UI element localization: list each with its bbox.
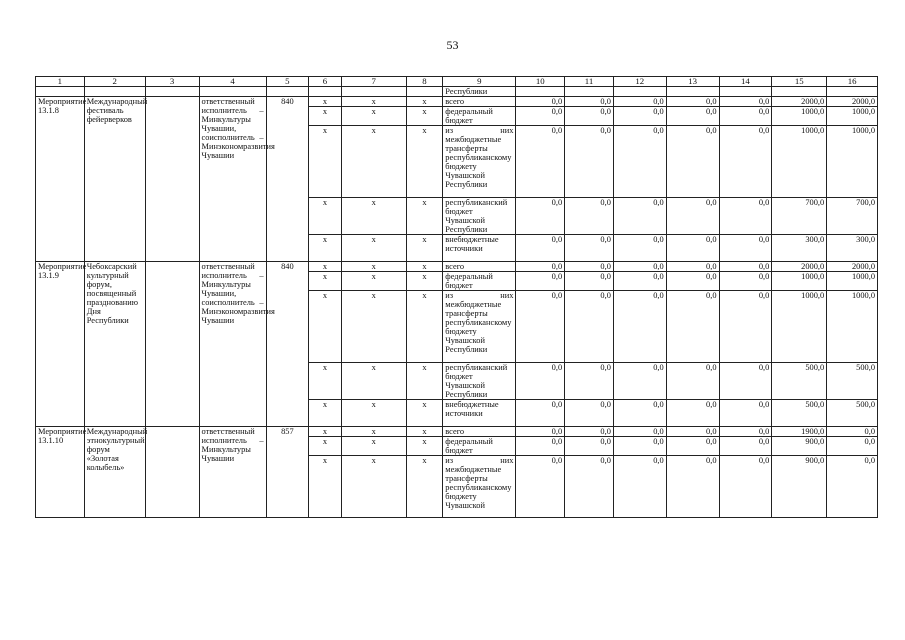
empty-cell [199, 87, 266, 97]
column-header: 4 [199, 77, 266, 87]
funding-source: из них межбюджетные трансферты республиканскому бюджету Чувашской [443, 456, 516, 518]
col8-cell: х [406, 198, 443, 235]
column-header: 3 [145, 77, 199, 87]
col8-cell: х [406, 126, 443, 198]
col8-cell: х [406, 107, 443, 126]
column-header: 14 [719, 77, 772, 87]
col6-cell: х [309, 291, 342, 363]
col8-cell: х [406, 97, 443, 107]
column-3-cell [145, 262, 199, 427]
amount-cell: 2000,0 [772, 262, 827, 272]
amount-cell: 2000,0 [827, 97, 878, 107]
amount-cell: 500,0 [772, 400, 827, 427]
amount-cell: 1000,0 [827, 126, 878, 198]
funding-source: внебюджетные источники [443, 235, 516, 262]
empty-cell [309, 87, 342, 97]
amount-cell: 0,0 [666, 198, 719, 235]
empty-cell [516, 87, 565, 97]
col7-cell: х [341, 262, 406, 272]
amount-cell: 0,0 [516, 235, 565, 262]
amount-cell: 300,0 [827, 235, 878, 262]
amount-cell: 0,0 [613, 198, 666, 235]
amount-cell: 0,0 [565, 235, 614, 262]
column-header: 13 [666, 77, 719, 87]
amount-cell: 0,0 [516, 126, 565, 198]
amount-cell: 0,0 [565, 363, 614, 400]
amount-cell: 0,0 [613, 437, 666, 456]
amount-cell: 0,0 [719, 400, 772, 427]
amount-cell: 0,0 [666, 262, 719, 272]
amount-cell: 0,0 [516, 427, 565, 437]
event-code: Мероприятие 13.1.8 [36, 97, 85, 262]
empty-cell [266, 87, 309, 97]
amount-cell: 0,0 [565, 437, 614, 456]
col6-cell: х [309, 262, 342, 272]
column-header: 2 [84, 77, 145, 87]
amount-cell: 0,0 [719, 198, 772, 235]
col7-cell: х [341, 126, 406, 198]
amount-cell: 0,0 [516, 400, 565, 427]
col7-cell: х [341, 198, 406, 235]
amount-cell: 500,0 [772, 363, 827, 400]
funding-source: федеральный бюджет [443, 437, 516, 456]
amount-cell: 0,0 [565, 126, 614, 198]
event-name: Чебоксарский культурный форум, посвященный празднованию Дня Республики [84, 262, 145, 427]
column-header: 15 [772, 77, 827, 87]
amount-cell: 0,0 [666, 437, 719, 456]
amount-cell: 0,0 [666, 427, 719, 437]
event-code: Мероприятие 13.1.9 [36, 262, 85, 427]
col8-cell: х [406, 262, 443, 272]
amount-cell: 300,0 [772, 235, 827, 262]
empty-cell [36, 87, 85, 97]
executor: ответственный исполнитель – Минкультуры Чувашии, соисполнитель – Минэкономразвития Чувашии [199, 97, 266, 262]
amount-cell: 0,0 [719, 363, 772, 400]
col6-cell: х [309, 107, 342, 126]
empty-cell [145, 87, 199, 97]
funding-source: из них межбюджетные трансферты республиканскому бюджету Чувашской Республики [443, 291, 516, 363]
amount-cell: 0,0 [613, 126, 666, 198]
col7-cell: х [341, 291, 406, 363]
page-number: 53 [446, 38, 459, 52]
header-row [36, 77, 878, 87]
amount-cell: 900,0 [772, 437, 827, 456]
amount-cell: 2000,0 [827, 262, 878, 272]
column-header: 1 [36, 77, 85, 87]
amount-cell: 1000,0 [772, 107, 827, 126]
empty-cell [827, 87, 878, 97]
amount-cell: 900,0 [772, 456, 827, 518]
amount-cell: 1000,0 [772, 272, 827, 291]
amount-cell: 0,0 [666, 291, 719, 363]
amount-cell: 0,0 [666, 363, 719, 400]
col6-cell: х [309, 235, 342, 262]
event-code: Мероприятие 13.1.10 [36, 427, 85, 518]
amount-cell: 0,0 [613, 400, 666, 427]
amount-cell: 0,0 [516, 363, 565, 400]
empty-cell [772, 87, 827, 97]
col8-cell: х [406, 427, 443, 437]
col7-cell: х [341, 427, 406, 437]
grbs-code: 840 [266, 262, 309, 427]
table-body [36, 77, 878, 518]
col8-cell: х [406, 437, 443, 456]
amount-cell: 0,0 [565, 97, 614, 107]
amount-cell: 500,0 [827, 400, 878, 427]
grbs-code: 840 [266, 97, 309, 262]
column-header: 5 [266, 77, 309, 87]
amount-cell: 0,0 [565, 198, 614, 235]
column-header: 7 [341, 77, 406, 87]
funding-source: федеральный бюджет [443, 107, 516, 126]
amount-cell: 0,0 [613, 97, 666, 107]
event-name: Международный этнокультурный форум «Золотая колыбель» [84, 427, 145, 518]
funding-source: федеральный бюджет [443, 272, 516, 291]
col6-cell: х [309, 427, 342, 437]
amount-cell: 0,0 [516, 198, 565, 235]
amount-cell: 0,0 [565, 107, 614, 126]
col6-cell: х [309, 363, 342, 400]
amount-cell: 0,0 [613, 456, 666, 518]
col8-cell: х [406, 400, 443, 427]
amount-cell: 0,0 [719, 291, 772, 363]
col7-cell: х [341, 107, 406, 126]
col6-cell: х [309, 126, 342, 198]
amount-cell: 0,0 [666, 97, 719, 107]
amount-cell: 0,0 [827, 437, 878, 456]
amount-cell: 0,0 [719, 262, 772, 272]
amount-cell: 0,0 [613, 262, 666, 272]
amount-cell: 0,0 [565, 400, 614, 427]
executor: ответственный исполнитель – Минкультуры Чувашии, соисполнитель – Минэкономразвития Чувашии [199, 262, 266, 427]
empty-cell [666, 87, 719, 97]
column-header: 9 [443, 77, 516, 87]
empty-cell [719, 87, 772, 97]
amount-cell: 1000,0 [772, 291, 827, 363]
amount-cell: 0,0 [719, 235, 772, 262]
amount-cell: 0,0 [613, 107, 666, 126]
col7-cell: х [341, 400, 406, 427]
continuation-row [36, 87, 878, 97]
col8-cell: х [406, 363, 443, 400]
col7-cell: х [341, 235, 406, 262]
amount-cell: 0,0 [666, 107, 719, 126]
amount-cell: 0,0 [827, 427, 878, 437]
amount-cell: 1000,0 [827, 107, 878, 126]
table-row [36, 427, 878, 437]
amount-cell: 0,0 [516, 107, 565, 126]
amount-cell: 0,0 [516, 456, 565, 518]
amount-cell: 0,0 [719, 437, 772, 456]
amount-cell: 2000,0 [772, 97, 827, 107]
amount-cell: 1000,0 [827, 272, 878, 291]
column-header: 11 [565, 77, 614, 87]
col6-cell: х [309, 272, 342, 291]
col6-cell: х [309, 456, 342, 518]
amount-cell: 0,0 [516, 262, 565, 272]
amount-cell: 0,0 [516, 97, 565, 107]
amount-cell: 0,0 [719, 272, 772, 291]
funding-source: из них межбюджетные трансферты республиканскому бюджету Чувашской Республики [443, 126, 516, 198]
funding-source: республиканский бюджет Чувашской Республики [443, 363, 516, 400]
column-header: 8 [406, 77, 443, 87]
amount-cell: 700,0 [827, 198, 878, 235]
col8-cell: х [406, 272, 443, 291]
grbs-code: 857 [266, 427, 309, 518]
amount-cell: 0,0 [565, 427, 614, 437]
amount-cell: 0,0 [565, 272, 614, 291]
amount-cell: 0,0 [565, 291, 614, 363]
amount-cell: 0,0 [613, 363, 666, 400]
amount-cell: 0,0 [565, 262, 614, 272]
amount-cell: 0,0 [719, 456, 772, 518]
empty-cell [84, 87, 145, 97]
empty-cell [565, 87, 614, 97]
source-cell: Республики [443, 87, 516, 97]
amount-cell: 1000,0 [827, 291, 878, 363]
amount-cell: 1000,0 [772, 126, 827, 198]
col7-cell: х [341, 363, 406, 400]
col8-cell: х [406, 291, 443, 363]
budget-table [35, 76, 878, 518]
amount-cell: 0,0 [666, 456, 719, 518]
table-row [36, 262, 878, 272]
amount-cell: 700,0 [772, 198, 827, 235]
funding-source: всего [443, 97, 516, 107]
empty-cell [406, 87, 443, 97]
col7-cell: х [341, 456, 406, 518]
col6-cell: х [309, 400, 342, 427]
column-3-cell [145, 97, 199, 262]
col6-cell: х [309, 198, 342, 235]
amount-cell: 0,0 [666, 126, 719, 198]
amount-cell: 0,0 [719, 126, 772, 198]
col7-cell: х [341, 437, 406, 456]
col6-cell: х [309, 97, 342, 107]
amount-cell: 0,0 [613, 291, 666, 363]
amount-cell: 0,0 [719, 427, 772, 437]
col7-cell: х [341, 272, 406, 291]
funding-source: внебюджетные источники [443, 400, 516, 427]
amount-cell: 0,0 [613, 427, 666, 437]
event-name: Международный фестиваль фейерверков [84, 97, 145, 262]
amount-cell: 0,0 [516, 291, 565, 363]
funding-source: республиканский бюджет Чувашской Республики [443, 198, 516, 235]
column-header: 10 [516, 77, 565, 87]
col8-cell: х [406, 235, 443, 262]
col8-cell: х [406, 456, 443, 518]
table-row [36, 97, 878, 107]
amount-cell: 0,0 [666, 235, 719, 262]
col6-cell: х [309, 437, 342, 456]
amount-cell: 0,0 [666, 272, 719, 291]
amount-cell: 0,0 [613, 272, 666, 291]
column-header: 12 [613, 77, 666, 87]
amount-cell: 0,0 [666, 400, 719, 427]
empty-cell [341, 87, 406, 97]
empty-cell [613, 87, 666, 97]
funding-source: всего [443, 427, 516, 437]
col7-cell: х [341, 97, 406, 107]
amount-cell: 0,0 [516, 272, 565, 291]
amount-cell: 0,0 [719, 97, 772, 107]
column-3-cell [145, 427, 199, 518]
funding-source: всего [443, 262, 516, 272]
column-header: 6 [309, 77, 342, 87]
column-header: 16 [827, 77, 878, 87]
amount-cell: 1900,0 [772, 427, 827, 437]
amount-cell: 0,0 [719, 107, 772, 126]
amount-cell: 0,0 [516, 437, 565, 456]
amount-cell: 500,0 [827, 363, 878, 400]
amount-cell: 0,0 [613, 235, 666, 262]
amount-cell: 0,0 [565, 456, 614, 518]
amount-cell: 0,0 [827, 456, 878, 518]
executor: ответственный исполнитель – Минкультуры Чувашии [199, 427, 266, 518]
